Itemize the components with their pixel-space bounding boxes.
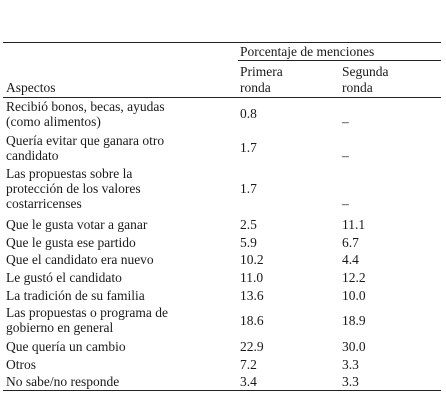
bottom-rule (3, 390, 441, 391)
row-value-primera: 18.6 (240, 313, 264, 328)
row-label: Otros (6, 357, 36, 372)
row-value-primera: 1.7 (240, 181, 257, 196)
top-rule (3, 42, 441, 43)
row-value-segunda: 3.3 (342, 357, 359, 372)
row-value-segunda: 10.0 (342, 288, 366, 303)
row-value-primera: 11.0 (240, 270, 264, 285)
row-label: Que quería un cambio (6, 339, 126, 354)
row-value-primera: 13.6 (240, 288, 264, 303)
row-value-segunda: 6.7 (342, 235, 359, 250)
row-value-segunda: 4.4 (342, 252, 359, 267)
header-rule (3, 97, 441, 98)
row-value-primera: 10.2 (240, 252, 264, 267)
row-label: Las propuestas o programa de gobierno en general (6, 305, 168, 335)
row-label: No sabe/no responde (6, 374, 120, 389)
row-label: Que el candidato era nuevo (6, 252, 154, 267)
group-header-rule (238, 60, 441, 61)
col-header-primera: Primera ronda (240, 64, 283, 95)
row-label: Le gustó el candidato (6, 270, 122, 285)
row-value-primera: 2.5 (240, 217, 257, 232)
row-value-primera: 0.8 (240, 106, 257, 121)
row-label: La tradición de su familia (6, 288, 145, 303)
row-label: Que le gusta votar a ganar (6, 217, 148, 232)
row-value-primera: 5.9 (240, 235, 257, 250)
col-header-segunda: Segunda ronda (342, 64, 389, 95)
row-value-primera: 3.4 (240, 374, 257, 389)
row-value-segunda: 3.3 (342, 374, 359, 389)
row-value-segunda: 30.0 (342, 339, 366, 354)
row-label: Quería evitar que ganara otro candidato (6, 133, 165, 163)
row-label: Que le gusta ese partido (6, 235, 136, 250)
row-value-segunda: 18.9 (342, 313, 366, 328)
row-label: Las propuestas sobre la protección de los valores costarricenses (6, 166, 141, 211)
row-value-segunda: 11.1 (342, 217, 366, 232)
row-value-segunda: 12.2 (342, 270, 366, 285)
row-value-primera: 1.7 (240, 140, 257, 155)
row-label: Recibió bonos, becas, ayudas (como alimentos) (6, 99, 165, 129)
row-value-segunda: – (342, 196, 349, 211)
row-value-primera: 7.2 (240, 357, 257, 372)
row-value-primera: 22.9 (240, 339, 264, 354)
group-header: Porcentaje de menciones (240, 44, 375, 59)
row-value-segunda: – (342, 148, 349, 163)
row-value-segunda: – (342, 114, 349, 129)
aspect-header: Aspectos (6, 80, 56, 95)
